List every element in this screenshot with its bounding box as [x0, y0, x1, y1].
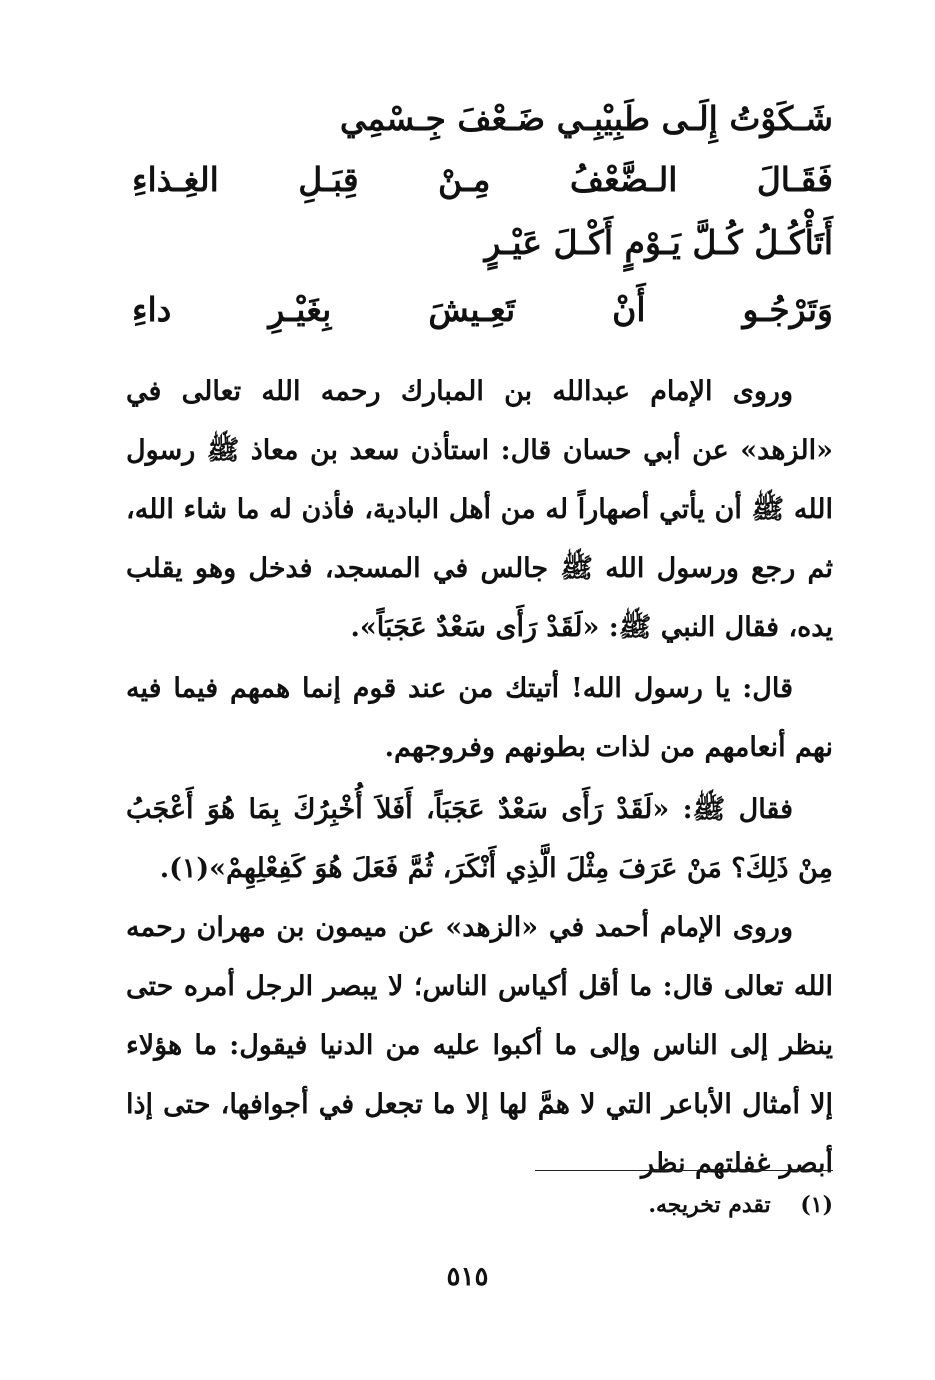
footnote-divider — [535, 1170, 833, 1171]
paragraph-3-block — [126, 780, 833, 898]
poem-line-4: وَتَرْجُـو أَنْ تَعِـيشَ بِغَيْـرِ داءِ — [132, 290, 833, 329]
poem-line-2: فَقَـالَ الـضَّعْفُ مِـنْ قِبَـلِ الغِـذاءِ — [132, 160, 833, 199]
paragraph: قال: يا رسول الله! أتيتك من عند قوم إنما همهم فيما فيه نهم أنعامهم من لذات بطونهم وفروجهم. — [126, 673, 833, 763]
paragraph: وروى الإمام عبدالله بن المبارك رحمه الله تعالى في «الزهد» عن أبي حسان قال: استأذن سعد بن معاذ ﷺ رسول الله ﷺ أن يأتي أصهاراً له من أهل البادية، فأذن له ما شاء الله، ثم رجع ورسول الله ﷺ جالس في المسجد، فدخل وهو يقلب يده، فقال النبي ﷺ: «لَقَدْ رَأَى سَعْدٌ عَجَبَاً». — [126, 376, 833, 643]
footnote-text: تقدم تخريجه. — [648, 1192, 771, 1218]
poem-line-1: شَـكَوْتُ إِلَـى طَبِيْبِـي ضَـعْفَ جِـسْمِي — [339, 99, 833, 138]
footnote-mark: (١) — [800, 1192, 833, 1218]
poem-line-3: أَتَأْكُـلُ كُـلَّ يَـوْمٍ أَكْـلَ عَيْـرٍ — [484, 223, 833, 262]
paragraph-1-block — [126, 362, 833, 657]
footnote — [648, 1192, 833, 1218]
paragraph-2-block — [126, 659, 833, 777]
page-number: ٥١٥ — [446, 1262, 489, 1292]
paragraph-4-block — [126, 898, 833, 1193]
paragraph: فقال ﷺ: «لَقَدْ رَأَى سَعْدٌ عَجَبَاً، أَفَلاَ أُخْبِرُكَ بِمَا هُوَ أَعْجَبُ مِنْ ذَلِكَ؟ مَنْ عَرَفَ مِثْلَ الَّذِي أَنْكَرَ، ثُمَّ فَعَلَ هُوَ كَفِعْلِهِمْ»(١). — [126, 794, 833, 884]
paragraph: وروى الإمام أحمد في «الزهد» عن ميمون بن مهران رحمه الله تعالى قال: ما أقل أكياس الناس؛ لا يبصر الرجل أمره حتى ينظر إلى الناس وإلى ما أكبوا عليه من الدنيا فيقول: ما هؤلاء إلا أمثال الأباعر التي لا همَّ لها إلا ما تجعل في أجوافها، حتى إذا أبصر غفلتهم نظر — [126, 912, 833, 1179]
